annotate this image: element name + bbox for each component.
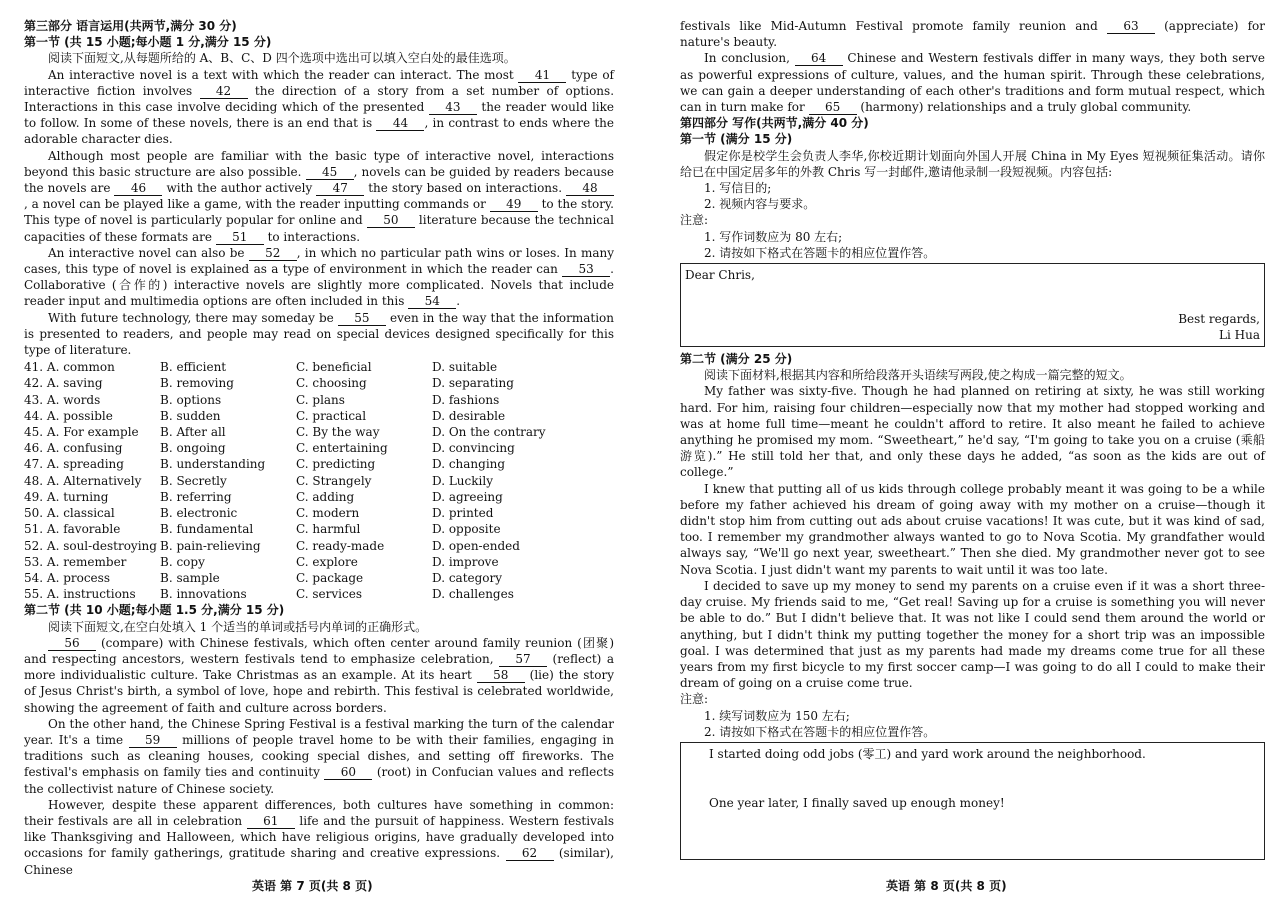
answer-blank[interactable]: 47 (316, 182, 364, 196)
answer-blank[interactable]: 63 (1107, 20, 1155, 34)
option-row (24, 424, 614, 440)
letter-greeting: Dear Chris, (685, 268, 755, 283)
writing1-note: 1. 写作词数应为 80 左右; (704, 229, 843, 244)
option-choice[interactable]: B. copy (160, 554, 205, 569)
option-choice[interactable]: 44. A. possible (24, 408, 113, 423)
paragraph-text: Although most people are familiar with the basic type of interactive novel, interactions beyond this basic structure are also possible. (24, 148, 614, 179)
option-row (24, 456, 614, 472)
continuation-start-1: I started doing odd jobs (零工) and yard work around the neighborhood. (709, 746, 1146, 761)
option-choice[interactable]: 54. A. process (24, 570, 110, 585)
option-choice[interactable]: 42. A. saving (24, 376, 103, 391)
option-row (24, 392, 614, 408)
paragraph-text: On the other hand, the Chinese Spring Festival is a festival marking the turn of the calendar year. It's a time (24, 716, 614, 747)
option-choice[interactable]: C. practical (296, 408, 367, 423)
option-choice[interactable]: 41. A. common (24, 360, 115, 375)
letter-signature (1178, 311, 1260, 343)
option-row (24, 570, 614, 586)
letter-closing: Best regards, (1178, 311, 1260, 326)
note-label: 注意: (680, 213, 709, 228)
option-choice[interactable]: 48. A. Alternatively (24, 473, 142, 488)
option-choice[interactable]: B. fundamental (160, 522, 254, 537)
paragraph-text: type of interactive fiction involves (24, 67, 614, 98)
answer-blank[interactable]: 43 (429, 101, 477, 115)
section1-title: 第一节 (共 15 小题;每小题 1 分,满分 15 分) (24, 35, 272, 50)
writing2-title: 第二节 (满分 25 分) (680, 352, 793, 367)
option-choice[interactable]: B. electronic (160, 506, 238, 521)
note-label: 注意: (680, 692, 709, 707)
option-choice[interactable]: 47. A. spreading (24, 457, 124, 472)
answer-blank[interactable]: 42 (200, 85, 248, 99)
answer-blank[interactable]: 44 (376, 117, 424, 131)
option-row (24, 586, 614, 602)
answer-blank[interactable]: 58 (477, 669, 525, 683)
answer-blank[interactable]: 61 (247, 815, 295, 829)
option-choice[interactable]: D. fashions (432, 392, 500, 407)
option-choice[interactable]: D. opposite (432, 522, 501, 537)
answer-blank[interactable]: 62 (506, 847, 554, 861)
option-row (24, 440, 614, 456)
writing1-item: 1. 写信目的; (704, 181, 772, 196)
page-footer: 英语 第 8 页(共 8 页) (886, 879, 1007, 893)
option-choice[interactable]: D. agreeing (432, 489, 503, 504)
paragraph-text: (harmony) relationships and a truly global community. (856, 100, 1192, 115)
cloze-paragraph (24, 148, 614, 245)
paragraph-text: , in which no particular path wins or loses. In many cases, this type of novel is explained as a type of environment in which the reader can (24, 245, 615, 277)
writing2-instructions: 阅读下面材料,根据其内容和所给段落开头语续写两段,使之构成一篇完整的短文。 (704, 368, 1132, 383)
answer-blank[interactable]: 57 (499, 653, 547, 667)
continuation-answer-box[interactable] (680, 742, 1265, 860)
answer-blank[interactable]: 41 (518, 69, 566, 83)
option-choice[interactable]: 51. A. favorable (24, 522, 121, 537)
writing2-note: 2. 请按如下格式在答题卡的相应位置作答。 (704, 724, 936, 739)
option-choice[interactable]: B. options (160, 392, 222, 407)
option-choice[interactable]: 45. A. For example (24, 425, 139, 440)
grammar-paragraph (24, 797, 614, 878)
option-row (24, 375, 614, 391)
option-choice[interactable]: C. entertaining (296, 441, 388, 456)
paragraph-text: the direction of a story from a set number of options. Interactions in this case involve deciding which of the presented (24, 83, 615, 115)
paragraph-text: to the story. This type of novel is particularly popular for online and (24, 197, 614, 228)
paragraph-text: , a novel can be played like a game, with the reader inputting commands or (24, 197, 490, 212)
paragraph-text: (compare) with Chinese festivals, which often center around family reunion (团聚) and respecting ancestors, western festivals tend to emphasize celebration, (24, 635, 614, 666)
option-choice[interactable]: 52. A. soul-destroying (24, 538, 157, 553)
exam-page-7 (0, 0, 640, 900)
paragraph-text: In conclusion, (704, 51, 795, 66)
option-choice[interactable]: D. desirable (432, 408, 506, 423)
cloze-paragraph (24, 245, 614, 310)
options-list (24, 359, 614, 602)
option-choice[interactable]: D. challenges (432, 587, 514, 602)
paragraph-text: (reflect) a more individualistic culture. Take Christmas as an example. At its heart (24, 651, 615, 683)
option-row (24, 489, 614, 505)
paragraph-text: even in the way that the information is presented to readers, and people may read on special devices designed specifically for this type of literature. (24, 310, 614, 358)
option-row (24, 408, 614, 424)
option-choice[interactable]: B. Secretly (160, 473, 227, 488)
option-choice[interactable]: D. open-ended (432, 538, 520, 553)
answer-blank[interactable]: 60 (324, 766, 372, 780)
option-choice[interactable]: D. convincing (432, 441, 515, 456)
part3-title: 第三部分 语言运用(共两节,满分 30 分) (24, 19, 237, 33)
option-row (24, 521, 614, 537)
answer-blank[interactable]: 49 (490, 198, 538, 212)
answer-blank[interactable]: 65 (809, 101, 857, 115)
answer-blank[interactable]: 48 (566, 182, 614, 196)
paragraph-text: (appreciate) for nature's beauty. (680, 19, 1265, 50)
page-footer: 英语 第 7 页(共 8 页) (252, 879, 373, 893)
grammar-paragraph (24, 716, 614, 797)
answer-blank[interactable]: 53 (562, 263, 610, 277)
paragraph-text: millions of people travel home to be with their families, engaging in traditions such as cleaning houses, cooking special dishes, and setting off fireworks. The festival's emphasis on family ties and continuity (24, 732, 614, 780)
writing1-note: 2. 请按如下格式在答题卡的相应位置作答。 (704, 245, 936, 260)
option-choice[interactable]: D. changing (432, 457, 506, 472)
answer-blank[interactable]: 64 (795, 52, 843, 66)
letter-answer-box[interactable] (680, 263, 1265, 347)
paragraph-text: literature because the technical capacities of these formats are (24, 213, 615, 244)
option-row (24, 359, 614, 375)
answer-blank[interactable]: 56 (48, 637, 96, 651)
paragraph-text: . Collaborative (合作的) interactive novels are slightly more complicated. Novels that include reader input and multimedia options are often included in this (24, 262, 614, 309)
option-choice[interactable]: B. removing (160, 376, 234, 391)
exam-page-8 (656, 0, 1283, 900)
option-choice[interactable]: C. By the way (296, 425, 380, 440)
option-choice[interactable]: C. explore (296, 554, 358, 569)
option-row (24, 554, 614, 570)
option-choice[interactable]: D. category (432, 570, 503, 585)
option-choice[interactable]: 53. A. remember (24, 554, 127, 569)
option-choice[interactable]: D. printed (432, 506, 494, 521)
cloze-paragraph (24, 310, 614, 359)
continuation-start-2: One year later, I finally saved up enough money! (709, 796, 1005, 811)
story-paragraph: I decided to save up my money to send my parents on a cruise even if it was a short three-day cruise. My friends said to me, “Get real! Saving up for a cruise is something you will never be able to do.” But I didn't believe that. It was not like I could send them around the world or anything, but I didn't think my putting together the money for a short trip was an impossible goal. I was determined that just as my parents had made my dreams come true for all these years from my first bicycle to my first soccer camp—I was going to do all I could to make their dream of going on a cruise come true. (680, 578, 1265, 691)
option-choice[interactable]: 49. A. turning (24, 489, 109, 504)
answer-blank[interactable]: 54 (408, 295, 456, 309)
answer-blank[interactable]: 45 (306, 166, 354, 180)
option-choice[interactable]: B. referring (160, 489, 232, 504)
answer-blank[interactable]: 59 (129, 734, 177, 748)
paragraph-text: , novels can be guided by readers because the novels are (24, 164, 614, 196)
cloze-paragraph (24, 67, 614, 148)
part4-title: 第四部分 写作(共两节,满分 40 分) (680, 116, 869, 131)
option-choice[interactable]: B. ongoing (160, 441, 226, 456)
option-choice[interactable]: C. package (296, 570, 364, 585)
option-choice[interactable]: 46. A. confusing (24, 441, 123, 456)
paragraph-text: An interactive novel can also be (48, 245, 249, 260)
paragraph-text: . (456, 294, 461, 309)
option-choice[interactable]: C. predicting (296, 457, 376, 472)
option-choice[interactable]: B. understanding (160, 457, 266, 472)
answer-blank[interactable]: 55 (338, 312, 386, 326)
section2-title: 第二节 (共 10 小题;每小题 1.5 分,满分 15 分) (24, 603, 285, 618)
answer-blank[interactable]: 51 (216, 231, 264, 245)
paragraph-text: to interactions. (263, 229, 361, 244)
story-paragraph: I knew that putting all of us kids through college probably meant it was going to be a while before my father achieved his dream of going away with my mother on a cruise—though it didn't stop him from cutting out ads about cruise vacations! It was cute, but it was kind of sad, too. I remember my grandmother always wanted to go to Nova Scotia. My grandfather would always say, “We'll go next year, sweetheart.” Then she died. My grandmother never got to see Nova Scotia. I just didn't want my parents to wait until it was too late. (680, 481, 1265, 577)
answer-blank[interactable]: 50 (367, 214, 415, 228)
option-choice[interactable]: C. plans (296, 392, 345, 407)
option-choice[interactable]: C. services (296, 587, 362, 602)
paragraph-text: An interactive novel is a text with which the reader can interact. The most (48, 67, 519, 82)
paragraph-text: the story based on interactions. (364, 181, 567, 196)
paragraph-text: Chinese and Western festivals differ in many ways, they both serve as powerful expressions of culture, values, and the human spirit. Through these celebrations, we can gain a deeper understanding of each other's traditions and form mutual respect, which can in turn make for (680, 51, 1265, 115)
option-choice[interactable]: D. separating (432, 376, 514, 391)
writing1-item: 2. 视频内容与要求。 (704, 197, 816, 212)
option-choice[interactable]: C. ready-made (296, 538, 385, 553)
option-choice[interactable]: 43. A. words (24, 392, 101, 407)
option-choice[interactable]: 50. A. classical (24, 506, 115, 521)
writing2-note: 1. 续写词数应为 150 左右; (704, 708, 850, 723)
option-choice[interactable]: D. improve (432, 554, 499, 569)
paragraph-text: life and the pursuit of happiness. Western festivals like Thanksgiving and Halloween, which have religious origins, have gradually developed into occasions for family gatherings, gratitude sharing and creative expressions. (24, 813, 614, 861)
writing1-prompt: 假定你是校学生会负责人李华,你校近期计划面向外国人开展 China in My Eyes 短视频征集活动。请你给已在中国定居多年的外教 Chris 写一封邮件,邀请他录制一段短视频。内容包括: (680, 148, 1265, 179)
option-choice[interactable]: C. beneficial (296, 360, 372, 375)
letter-name: Li Hua (1219, 327, 1260, 342)
option-choice[interactable]: B. innovations (160, 587, 247, 602)
option-choice[interactable]: D. On the contrary (432, 425, 546, 440)
option-row (24, 505, 614, 521)
paragraph-text: (similar), Chinese (24, 846, 614, 877)
option-choice[interactable]: C. harmful (296, 522, 361, 537)
paragraph-text: (root) in Confucian values and reflects the collectivist nature of Chinese society. (24, 765, 614, 796)
option-choice[interactable]: C. adding (296, 489, 355, 504)
paragraph-text: with the author actively (162, 181, 317, 196)
grammar-paragraph (24, 635, 614, 716)
section1-instructions: 阅读下面短文,从每题所给的 A、B、C、D 四个选项中选出可以填入空白处的最佳选项。 (48, 51, 516, 66)
answer-blank[interactable]: 46 (114, 182, 162, 196)
answer-blank[interactable]: 52 (249, 247, 297, 261)
paragraph-text: the reader would like to follow. In some of these novels, there is an end that is (24, 100, 614, 131)
option-choice[interactable]: D. suitable (432, 360, 498, 375)
option-choice[interactable]: C. modern (296, 506, 360, 521)
story-paragraph: My father was sixty-five. Though he had planned on retiring at sixty, he was still working hard. For him, raising four children—especially now that my mother had stopped working and was at home full time—meant he couldn't afford to retire. It also meant he failed to achieve anything he promised my mom. “Sweetheart,” he'd say, “I'm going to take you on a cruise (乘船游览).” He still told her that, and only these days he added, “as soon as the kids are out of college.” (680, 384, 1265, 480)
writing1-title: 第一节 (满分 15 分) (680, 132, 793, 147)
option-choice[interactable]: C. Strangely (296, 473, 372, 488)
option-choice[interactable]: B. pain-relieving (160, 538, 261, 553)
paragraph-text: festivals like Mid-Autumn Festival promote family reunion and (680, 19, 1107, 33)
option-choice[interactable]: B. sudden (160, 408, 221, 423)
option-row (24, 538, 614, 554)
option-choice[interactable]: 55. A. instructions (24, 587, 136, 602)
paragraph-text: However, despite these apparent differences, both cultures have something in common: their festivals are all in celebration (24, 797, 614, 828)
section2-instructions: 阅读下面短文,在空白处填入 1 个适当的单词或括号内单词的正确形式。 (48, 619, 428, 634)
paragraph-text: , in contrast to ends where the adorable character dies. (24, 116, 614, 147)
option-choice[interactable]: B. efficient (160, 360, 227, 375)
option-choice[interactable]: D. Luckily (432, 473, 493, 488)
paragraph-text: (lie) the story of Jesus Christ's birth, a symbol of love, hope and rebirth. This festival is celebrated worldwide, showing the agreement of faith and culture across borders. (24, 668, 614, 715)
grammar-paragraph (680, 18, 1265, 50)
paragraph-text: With future technology, there may someday be (48, 310, 338, 325)
option-choice[interactable]: B. sample (160, 570, 220, 585)
option-choice[interactable]: C. choosing (296, 376, 367, 391)
option-choice[interactable]: B. After all (160, 425, 226, 440)
grammar-paragraph (680, 50, 1265, 115)
option-row (24, 473, 614, 489)
